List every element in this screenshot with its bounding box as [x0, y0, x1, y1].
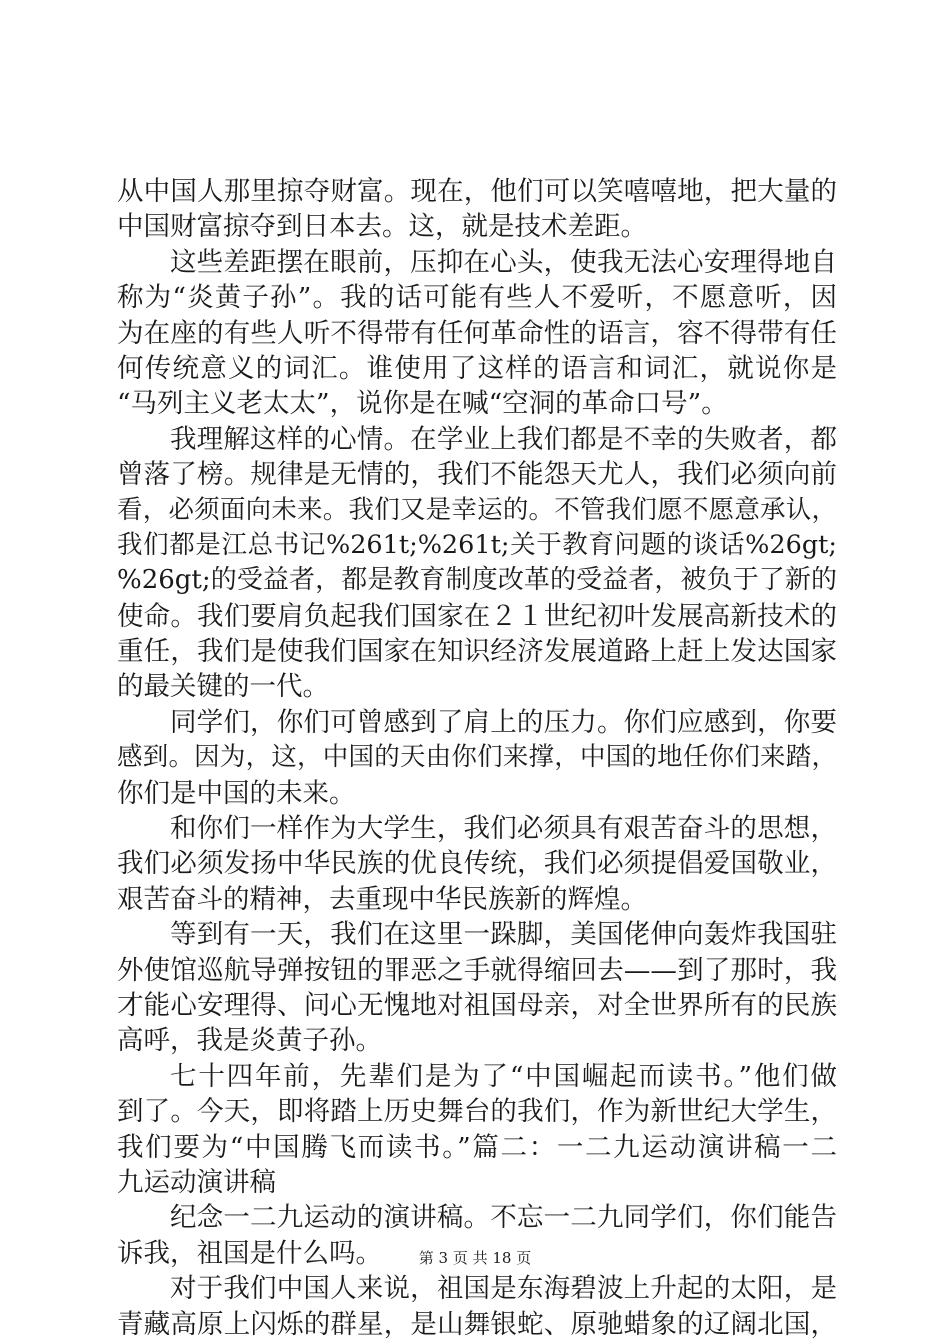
text-line: 看，必须面向未来。我们又是幸运的。不管我们愿不愿意承认， [117, 494, 837, 525]
text-line: 和你们一样作为大学生，我们必须具有艰苦奋斗的思想， [170, 813, 837, 845]
text-line: 为在座的有些人听不得带有任何革命性的语言，容不得带有任 [117, 317, 837, 349]
text-line: “马列主义老太太”，说你是在喊“空洞的革命口号”。 [117, 388, 728, 420]
text-line: 从中国人那里掠夺财富。现在，他们可以笑嘻嘻地，把大量的 [117, 176, 837, 207]
text-line: 你们是中国的未来。 [117, 777, 356, 809]
text-line: 艰苦奋斗的精神，去重现中华民族新的辉煌。 [117, 883, 647, 915]
text-line: 我们都是江总书记%261t;%261t;关于教育问题的谈话%26gt; [117, 529, 837, 560]
text-line: 何传统意义的词汇。谁使用了这样的语言和词汇，就说你是 [117, 352, 837, 384]
text-line: 纪念一二九运动的演讲稿。不忘一二九同学们，你们能告 [170, 1202, 837, 1234]
text-line: 我们要为“中国腾飞而读书。”篇二：一二九运动演讲稿一二 [117, 1131, 837, 1163]
text-line: 诉我，祖国是什么吗。 [117, 1237, 382, 1269]
text-line: 这些差距摆在眼前，压抑在心头，使我无法心安理得地自 [170, 246, 837, 278]
text-line: 中国财富掠夺到日本去。这，就是技术差距。 [117, 211, 647, 243]
page-footer [0, 1247, 950, 1268]
text-line: 的最关键的一代。 [117, 671, 329, 703]
text-line: 称为“炎黄子孙”。我的话可能有些人不爱听，不愿意听，因 [117, 282, 837, 314]
text-line: 才能心安理得、问心无愧地对祖国母亲，对全世界所有的民族 [117, 989, 837, 1021]
text-line: 同学们，你们可曾感到了肩上的压力。你们应感到，你要 [170, 706, 837, 738]
text-line: 高呼，我是炎黄子孙。 [117, 1025, 382, 1057]
text-line: 外使馆巡航导弹按钮的罪恶之手就得缩回去——到了那时，我 [117, 954, 837, 986]
text-line: 感到。因为，这，中国的天由你们来撑，中国的地任你们来踏， [117, 742, 837, 773]
text-line: 我理解这样的心情。在学业上我们都是不幸的失败者，都 [170, 423, 837, 455]
document-body-text [117, 174, 837, 1342]
text-line: 青藏高原上闪烁的群星，是山舞银蛇、原驰蜡象的辽阔北国， [117, 1308, 837, 1340]
text-line: 等到有一天，我们在这里一跺脚，美国佬伸向轰炸我国驻 [170, 919, 837, 951]
text-line: 对于我们中国人来说，祖国是东海碧波上升起的太阳，是 [170, 1273, 837, 1305]
text-line: 使命。我们要肩负起我们国家在２１世纪初叶发展高新技术的 [117, 600, 837, 632]
text-line: %26gt;的受益者，都是教育制度改革的受益者，被负于了新的 [117, 565, 837, 596]
page-number-label: 第 3 页 共 18 页 [418, 1249, 532, 1267]
text-line: 重任，我们是使我们国家在知识经济发展道路上赶上发达国家 [117, 636, 837, 668]
text-line: 九运动演讲稿 [117, 1166, 276, 1198]
text-line: 曾落了榜。规律是无情的，我们不能怨天尤人，我们必须向前 [117, 459, 837, 491]
text-line: 到了。今天，即将踏上历史舞台的我们，作为新世纪大学生， [117, 1096, 837, 1128]
text-line: 七十四年前，先辈们是为了“中国崛起而读书。”他们做 [170, 1060, 837, 1092]
text-line: 我们必须发扬中华民族的优良传统，我们必须提倡爱国敬业， [117, 848, 837, 880]
